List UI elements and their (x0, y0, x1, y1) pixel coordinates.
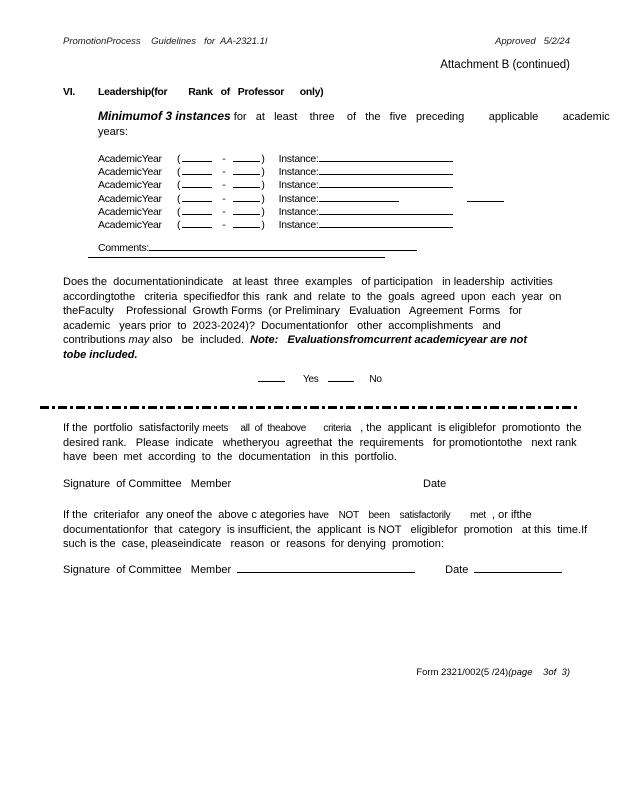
form-number: Form 2321/002(5 /24) (416, 667, 509, 678)
academic-year-label: AcademicYear (98, 218, 162, 231)
academic-year-label: AcademicYear (98, 166, 162, 179)
close-paren: ) (261, 166, 265, 179)
date-blank (474, 562, 562, 573)
comments-blank-line2 (88, 257, 385, 258)
academic-year-label: AcademicYear (98, 179, 162, 192)
header-title: PromotionProcess Guidelines for AA-2321.1I (63, 36, 268, 47)
question-line: theFaculty Professional Growth Forms (or Preliminary Evaluation Agreement Forms for (63, 305, 523, 318)
denial-text: , or ifthe (485, 509, 532, 521)
eligible-paragraph (63, 421, 582, 465)
question-paragraph (63, 275, 561, 363)
section-title: Leadership(for Rank of Professor only) (98, 86, 324, 98)
page-header (63, 36, 570, 47)
year-end-blank (233, 217, 260, 228)
year-start-blank (182, 177, 212, 188)
no-blank (328, 371, 354, 382)
denial-narrow-text: have NOT been satisfactorily met (308, 510, 486, 521)
year-end-blank (233, 177, 260, 188)
eligible-line: have been met according to the documentation in this portfolio. (63, 451, 397, 464)
date-label: Date (423, 478, 447, 490)
yes-no-row (258, 371, 382, 385)
comments-blank (149, 240, 417, 251)
denial-text: If the criteriafor any oneof the above c ategories (63, 509, 309, 521)
signature-blank (237, 562, 415, 573)
academic-year-row (98, 151, 504, 164)
academic-year-label: AcademicYear (98, 192, 162, 205)
academic-year-label: AcademicYear (98, 153, 162, 165)
year-start-blank (182, 151, 212, 162)
question-note-line2: tobe included. (63, 348, 138, 361)
year-start-blank (182, 204, 212, 215)
question-line (63, 333, 561, 348)
academic-year-row (98, 204, 504, 217)
instance-blank (319, 164, 453, 175)
academic-year-label: AcademicYear (98, 205, 162, 218)
minimum-line2: years: (98, 126, 128, 138)
question-text: also be included. (149, 334, 251, 347)
year-end-blank (233, 151, 260, 162)
open-paren: ( (177, 179, 181, 192)
signature-label: Signature of Committee Member (63, 564, 232, 576)
instance-label: Instance: (278, 166, 319, 179)
eligible-narrow-text: meets all of theabove criteria (202, 423, 351, 434)
close-paren: ) (261, 179, 265, 192)
instance-label: Instance: (278, 192, 319, 205)
page-number: (page 3of 3) (508, 667, 570, 678)
dash: - (222, 179, 226, 192)
instance-label: Instance: (278, 179, 319, 192)
yes-blank (258, 371, 285, 382)
instance-label: Instance: (278, 218, 319, 231)
open-paren: ( (177, 192, 181, 205)
minimum-bold-text: Minimumof 3 instances (98, 109, 231, 123)
close-paren: ) (261, 192, 265, 205)
section-number: VI. (63, 86, 75, 98)
year-end-blank (233, 164, 260, 175)
minimum-rest-text: for at least three of the five preceding applicable academic (230, 111, 610, 123)
academic-year-rows (98, 151, 504, 230)
year-start-blank (182, 191, 212, 202)
signature-row-2 (63, 562, 562, 576)
minimum-instances-note (98, 109, 610, 140)
question-italic-may: may (128, 334, 150, 347)
close-paren: ) (261, 205, 265, 218)
question-line: academic years prior to 2023-2024)? Documentationfor other accomplishments and (63, 319, 501, 332)
question-note-bold: Note: Evaluationsfromcurrent academicyear are not (250, 334, 528, 347)
eligible-text: If the portfolio satisfactorily (63, 422, 203, 434)
attachment-label: Attachment B (continued) (440, 59, 570, 71)
question-line: Does the documentationindicate at least three examples of participation in leadership activities (63, 276, 553, 288)
academic-year-row (98, 177, 504, 190)
dash: - (222, 153, 226, 165)
open-paren: ( (177, 205, 181, 218)
academic-year-row (98, 191, 504, 204)
year-end-blank (233, 191, 260, 202)
instance-blank (319, 177, 453, 188)
date-label: Date (445, 564, 469, 576)
comments-label: Comments: (98, 242, 149, 254)
open-paren: ( (177, 218, 181, 231)
yes-label: Yes (303, 374, 319, 385)
open-paren: ( (177, 166, 181, 179)
instance-label: Instance: (278, 205, 319, 218)
comments-row (98, 240, 417, 254)
denial-line (63, 508, 587, 523)
page-footer (0, 667, 570, 678)
eligible-line (63, 421, 582, 436)
eligible-line: desired rank. Please indicate whetheryou agreethat the requirements for promotiontothe next rank (63, 437, 577, 450)
year-end-blank (233, 204, 260, 215)
instance-blank (319, 204, 453, 215)
academic-year-row (98, 217, 504, 230)
open-paren: ( (177, 153, 181, 165)
signature-label: Signature of Committee Member (63, 478, 232, 490)
denial-line: such is the case, pleaseindicate reason or reasons for denying promotion: (63, 538, 444, 551)
question-text: contributions (63, 334, 129, 347)
instance-label: Instance: (278, 153, 319, 165)
signature-row-1 (63, 478, 543, 490)
close-paren: ) (261, 153, 265, 165)
dash: - (222, 192, 226, 205)
extra-blank (467, 191, 504, 202)
dash: - (222, 166, 226, 179)
dash-dot-divider (40, 406, 578, 409)
header-approved-date: Approved 5/2/24 (495, 36, 570, 47)
instance-blank (319, 217, 453, 228)
section-heading (63, 86, 323, 98)
denial-paragraph (63, 508, 587, 552)
dash: - (222, 218, 226, 231)
dash: - (222, 205, 226, 218)
question-line: accordingtothe criteria specifiedfor this rank and relate to the goals agreed upon each year on (63, 290, 562, 303)
instance-blank (319, 151, 453, 162)
academic-year-row (98, 164, 504, 177)
eligible-text: , the applicant is eligiblefor promotionto the (350, 422, 582, 434)
year-start-blank (182, 217, 212, 228)
denial-line: documentationfor that category is insufficient, the applicant is NOT eligiblefor promotion at this time.If (63, 524, 588, 537)
minimum-line1 (98, 109, 610, 125)
no-label: No (369, 374, 382, 385)
instance-blank (319, 191, 399, 202)
close-paren: ) (261, 218, 265, 231)
year-start-blank (182, 164, 212, 175)
